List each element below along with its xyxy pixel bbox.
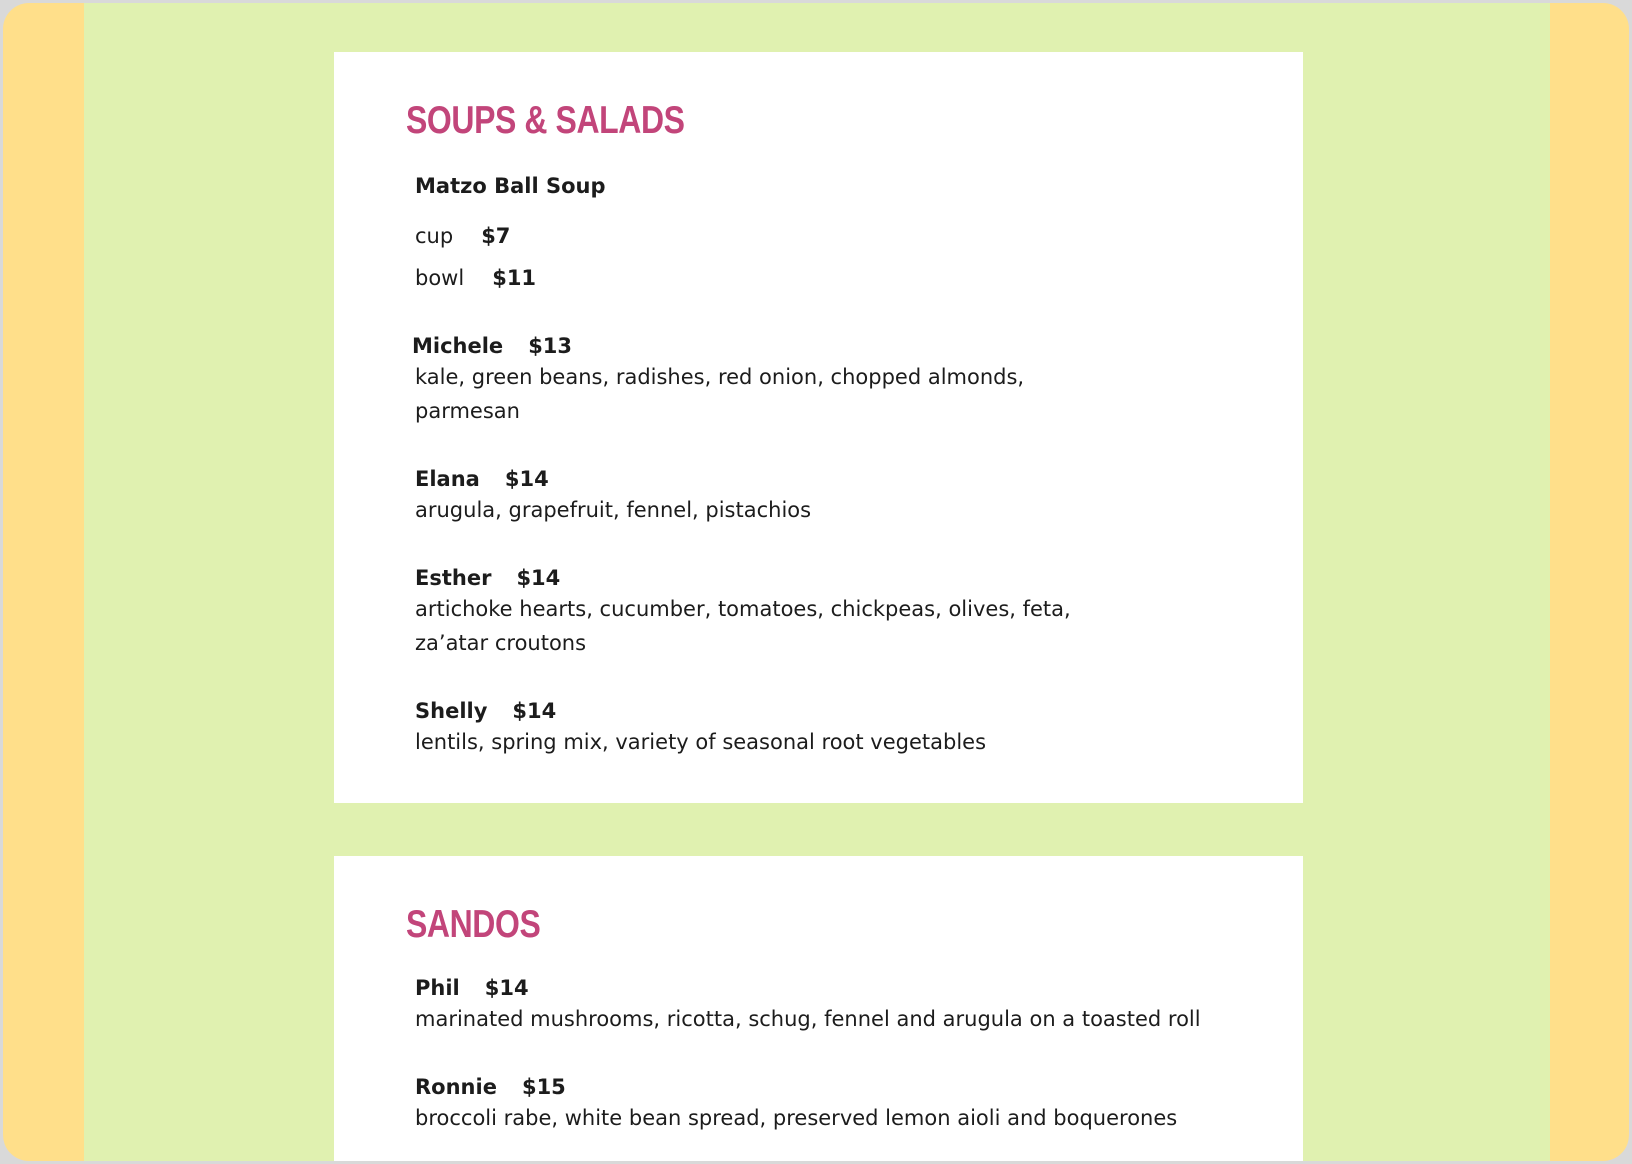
- soups-salads-card: [334, 52, 1303, 803]
- item-description: artichoke hearts, cucumber, tomatoes, chickpeas, olives, feta,: [415, 597, 1071, 621]
- menu-item-shelly: [415, 697, 986, 759]
- item-price: $14: [512, 699, 557, 723]
- item-description: kale, green beans, radishes, red onion, chopped almonds,: [415, 365, 1025, 389]
- menu-item-esther: [415, 564, 1071, 660]
- size-price: $7: [481, 224, 511, 248]
- soups-salads-heading: SOUPS & SALADS: [406, 99, 685, 142]
- item-name: Shelly: [415, 699, 488, 723]
- menu-item-phil: [415, 974, 1201, 1036]
- item-description: za’atar croutons: [415, 631, 587, 655]
- item-description: broccoli rabe, white bean spread, preserved lemon aioli and boquerones: [415, 1106, 1178, 1130]
- item-price: $13: [528, 334, 573, 358]
- item-name: Phil: [415, 976, 460, 1000]
- item-price: $14: [516, 566, 561, 590]
- size-price: $11: [492, 266, 537, 290]
- item-name: Matzo Ball Soup: [415, 174, 606, 198]
- item-price: $14: [484, 976, 529, 1000]
- size-label: cup: [415, 224, 454, 248]
- item-description: parmesan: [415, 399, 520, 423]
- menu-item-michele: [412, 332, 1024, 428]
- menu-item-ronnie: [415, 1073, 1177, 1135]
- item-name: Esther: [415, 566, 492, 590]
- sandos-heading: SANDOS: [406, 903, 541, 946]
- content-area[interactable]: [84, 3, 1550, 1161]
- size-label: bowl: [415, 266, 465, 290]
- soup-size-row-bowl: [415, 264, 536, 292]
- item-name: Ronnie: [415, 1075, 497, 1099]
- item-description: arugula, grapefruit, fennel, pistachios: [415, 498, 812, 522]
- menu-item-elana: [415, 465, 811, 527]
- item-price: $15: [521, 1075, 566, 1099]
- soup-size-row-cup: [415, 222, 510, 250]
- item-description: marinated mushrooms, ricotta, schug, fennel and arugula on a toasted roll: [415, 1007, 1201, 1031]
- sandos-card: [334, 856, 1303, 1161]
- item-description: lentils, spring mix, variety of seasonal root vegetables: [415, 730, 987, 754]
- item-name: Elana: [415, 467, 480, 491]
- menu-item-matzo-ball-soup: [415, 172, 606, 200]
- item-name: Michele: [412, 334, 504, 358]
- page-frame: [3, 3, 1629, 1161]
- item-price: $14: [504, 467, 549, 491]
